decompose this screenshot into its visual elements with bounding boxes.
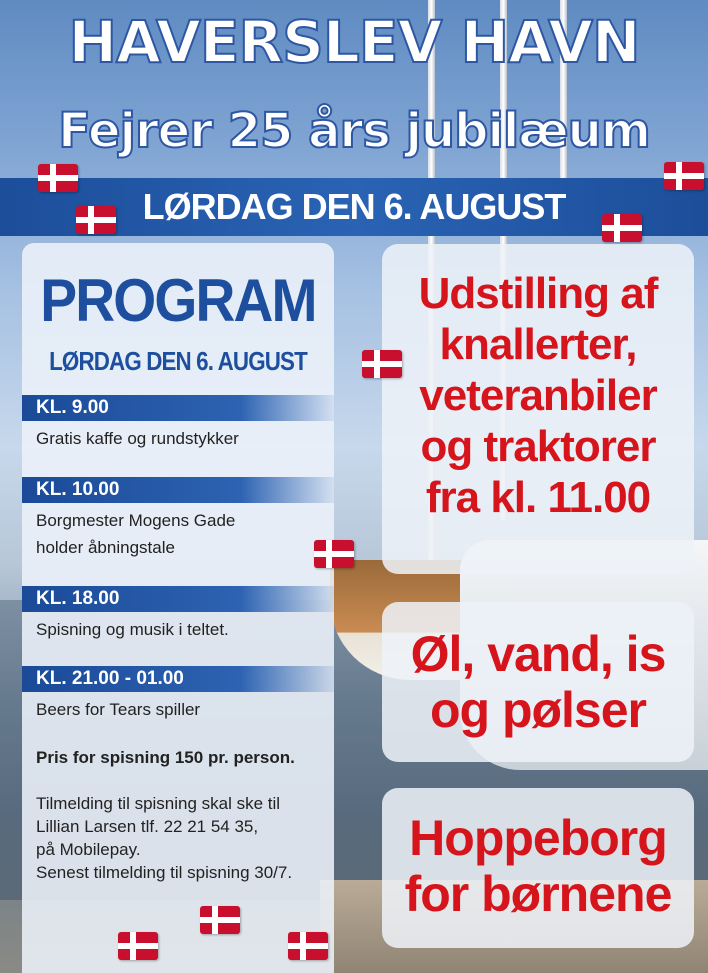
exhibition-line: fra kl. 11.00: [425, 473, 651, 522]
program-item: [22, 477, 334, 561]
exhibition-text: [382, 268, 694, 523]
program-time: KL. 21.00 - 01.00: [22, 666, 334, 692]
program-desc: Gratis kaffe og rundstykker: [36, 429, 239, 448]
signup-text: [36, 792, 336, 884]
drinks-line: Øl, vand, is: [410, 626, 666, 682]
program-desc: Borgmester Mogens Gade: [36, 511, 236, 530]
bouncy-line: for børnene: [404, 866, 672, 922]
drinks-text: [382, 626, 694, 738]
signup-line: Tilmelding til spisning skal ske til: [36, 794, 281, 813]
danish-flag-icon: [602, 214, 642, 242]
program-time: KL. 10.00: [22, 477, 334, 503]
danish-flag-icon: [76, 206, 116, 234]
danish-flag-icon: [38, 164, 78, 192]
signup-line: Senest tilmelding til spisning 30/7.: [36, 863, 293, 882]
danish-flag-icon: [118, 932, 158, 960]
danish-flag-icon: [200, 906, 240, 934]
bouncy-line: Hoppeborg: [409, 810, 667, 866]
main-title: HAVERSLEV HAVN: [68, 8, 640, 76]
date-band-text: LØRDAG DEN 6. AUGUST: [142, 186, 566, 227]
bouncy-text: [382, 810, 694, 922]
exhibition-line: veteranbiler: [419, 371, 657, 420]
program-time: KL. 9.00: [22, 395, 334, 421]
exhibition-line: Udstilling af: [418, 269, 658, 318]
program-item: [22, 395, 334, 452]
program-date: LØRDAG DEN 6. AUGUST: [49, 346, 307, 376]
danish-flag-icon: [664, 162, 704, 190]
danish-flag-icon: [288, 932, 328, 960]
danish-flag-icon: [314, 540, 354, 568]
program-item: [22, 666, 334, 723]
danish-flag-icon: [362, 350, 402, 378]
price-text: Pris for spisning 150 pr. person.: [36, 748, 295, 767]
subtitle: Fejrer 25 års jubilæum: [58, 103, 650, 159]
signup-line: på Mobilepay.: [36, 840, 141, 859]
exhibition-line: og traktorer: [420, 422, 656, 471]
program-time: KL. 18.00: [22, 586, 334, 612]
program-desc: Spisning og musik i teltet.: [36, 620, 229, 639]
program-desc-block: [22, 503, 334, 561]
program-desc: holder åbningstale: [36, 538, 175, 557]
signup-line: Lillian Larsen tlf. 22 21 54 35,: [36, 817, 259, 836]
drinks-line: og pølser: [429, 682, 647, 738]
program-item: [22, 586, 334, 643]
exhibition-line: knallerter,: [439, 320, 637, 369]
program-desc: Beers for Tears spiller: [36, 700, 201, 719]
program-title: PROGRAM: [40, 267, 316, 334]
